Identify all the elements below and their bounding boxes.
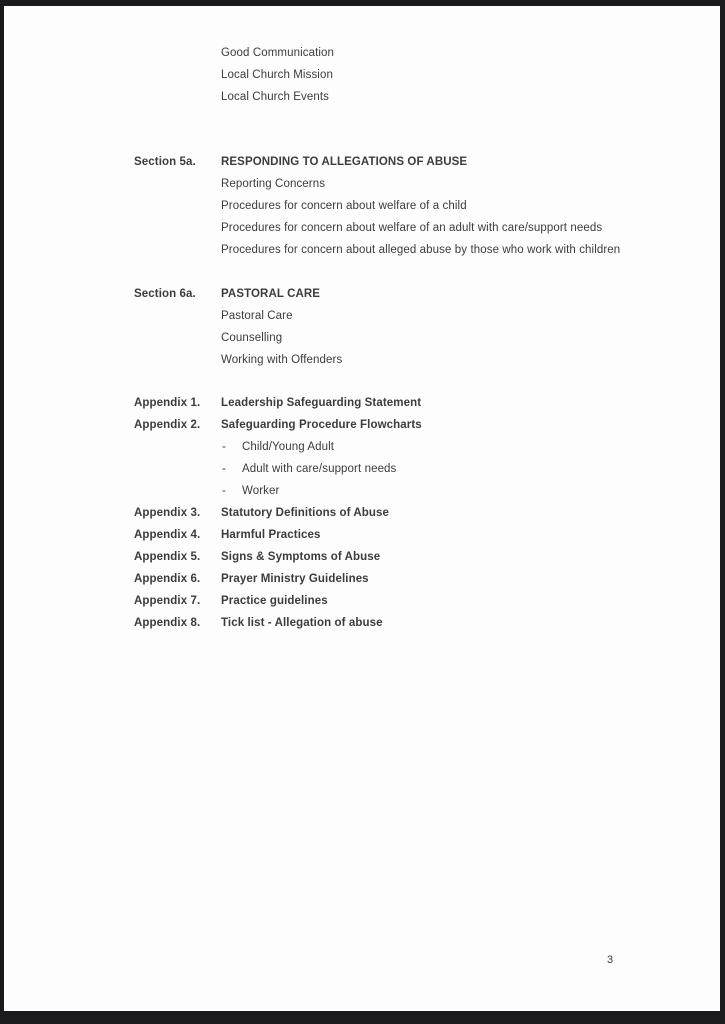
appendix-label: Appendix 4.: [134, 529, 201, 541]
toc-row: [134, 221, 720, 243]
appendix-label: Appendix 8.: [134, 617, 201, 629]
appendix-title: Signs & Symptoms of Abuse: [221, 551, 381, 563]
subitem-text: Child/Young Adult: [242, 441, 335, 453]
toc-row: [134, 199, 720, 221]
toc-row: [134, 177, 720, 199]
section-label: Section 5a.: [134, 156, 196, 168]
toc-item: Procedures for concern about welfare of a child: [221, 200, 467, 212]
subitem-text: Worker: [242, 485, 280, 497]
toc-row: [134, 309, 720, 331]
toc-row-appendix-4: [134, 528, 720, 550]
toc-row: [134, 90, 720, 112]
section-label: Section 6a.: [134, 288, 196, 300]
toc-item: Procedures for concern about alleged abuse by those who work with children: [221, 244, 621, 256]
appendix-subitem: [221, 484, 720, 499]
toc-row-appendix-8: [134, 616, 720, 638]
appendix-subitem: [221, 440, 720, 455]
toc-row-subitem: [134, 484, 720, 506]
toc-row-appendix-6: [134, 572, 720, 594]
section-title: PASTORAL CARE: [221, 288, 321, 300]
section-title: RESPONDING TO ALLEGATIONS OF ABUSE: [221, 156, 468, 168]
appendix-subitem: [221, 462, 720, 477]
toc-row: [134, 353, 720, 375]
toc-row: [134, 46, 720, 68]
toc-row-subitem: [134, 440, 720, 462]
dash-bullet: -: [222, 441, 226, 453]
appendix-title: Statutory Definitions of Abuse: [221, 507, 390, 519]
toc-item: Reporting Concerns: [221, 178, 326, 190]
appendix-label: Appendix 3.: [134, 507, 201, 519]
table-of-contents: [4, 6, 720, 638]
appendix-title: Practice guidelines: [221, 595, 328, 607]
toc-row: [134, 243, 720, 265]
toc-row-section-5a: [134, 155, 720, 177]
appendix-label: Appendix 6.: [134, 573, 201, 585]
toc-item: Good Communication: [221, 47, 335, 59]
toc-row-appendix-2: [134, 418, 720, 440]
toc-row-appendix-7: [134, 594, 720, 616]
appendix-label: Appendix 1.: [134, 397, 201, 409]
appendix-title: Tick list - Allegation of abuse: [221, 617, 383, 629]
toc-item: Local Church Events: [221, 91, 330, 103]
appendix-label: Appendix 2.: [134, 419, 201, 431]
toc-row-section-6a: [134, 287, 720, 309]
appendix-title: Harmful Practices: [221, 529, 321, 541]
toc-row-subitem: [134, 462, 720, 484]
toc-item: Pastoral Care: [221, 310, 293, 322]
toc-item: Working with Offenders: [221, 354, 343, 366]
appendix-title: Safeguarding Procedure Flowcharts: [221, 419, 422, 431]
appendix-title: Leadership Safeguarding Statement: [221, 397, 422, 409]
appendix-label: Appendix 7.: [134, 595, 201, 607]
toc-item: Procedures for concern about welfare of an adult with care/support needs: [221, 222, 603, 234]
toc-row: [134, 68, 720, 90]
toc-item: Local Church Mission: [221, 69, 333, 81]
toc-row-appendix-5: [134, 550, 720, 572]
document-page: [4, 6, 720, 1011]
subitem-text: Adult with care/support needs: [242, 463, 397, 475]
page-number: 3: [606, 954, 614, 966]
toc-row: [134, 331, 720, 353]
appendix-title: Prayer Ministry Guidelines: [221, 573, 369, 585]
dash-bullet: -: [222, 463, 226, 475]
toc-row-appendix-1: [134, 396, 720, 418]
toc-row-appendix-3: [134, 506, 720, 528]
dash-bullet: -: [222, 485, 226, 497]
toc-item: Counselling: [221, 332, 283, 344]
appendix-label: Appendix 5.: [134, 551, 201, 563]
